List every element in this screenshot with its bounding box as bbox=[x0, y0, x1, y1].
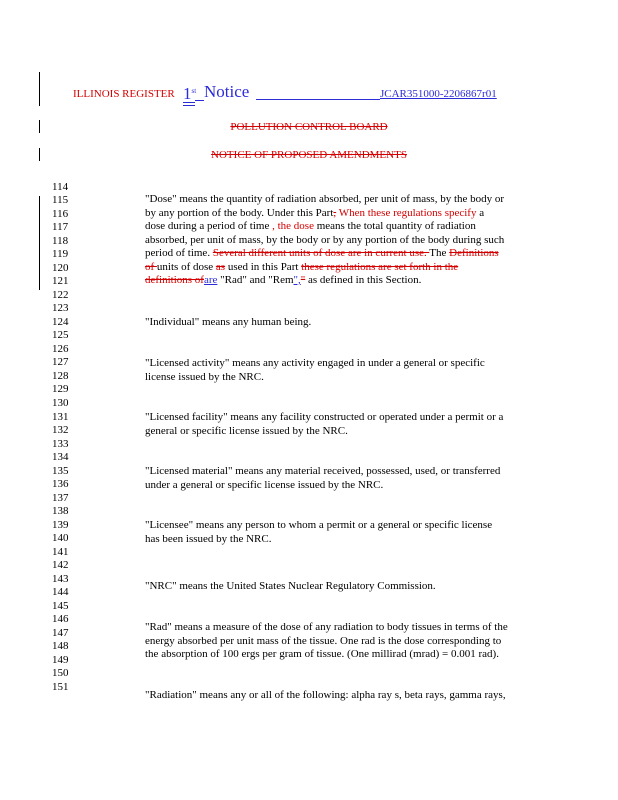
jcar-number: JCAR351000-2206867r01 bbox=[380, 88, 497, 100]
rad-line: energy absorbed per unit mass of the tissue. One rad is the dose corresponding to bbox=[145, 634, 502, 647]
line-number: 130 bbox=[52, 397, 69, 409]
line-number: 145 bbox=[52, 600, 69, 612]
licensed-activity-line: "Licensed activity" means any activity engaged in under a general or specific bbox=[145, 357, 485, 369]
licensed-facility-line: general or specific license issued by the NRC. bbox=[145, 424, 348, 437]
line-number: 146 bbox=[52, 613, 69, 625]
line-number: 123 bbox=[52, 302, 69, 314]
page-header bbox=[0, 84, 618, 108]
line-number: 147 bbox=[52, 627, 69, 639]
licensed-material-line: under a general or specific license issued by the NRC. bbox=[145, 478, 384, 491]
line-number: 120 bbox=[52, 262, 69, 274]
line-number: 136 bbox=[52, 478, 69, 490]
line-number: 133 bbox=[52, 438, 69, 450]
line-number: 127 bbox=[52, 356, 69, 368]
line-number: 116 bbox=[52, 208, 69, 220]
text-line: "Dose" means the quantity of radiation absorbed, per unit of mass, by the body or bbox=[145, 193, 505, 205]
licensed-facility-line: "Licensed facility" means any facility constructed or operated under a permit or a bbox=[145, 411, 504, 423]
line-number: 139 bbox=[52, 519, 69, 531]
licensee-line: "Licensee" means any person to whom a permit or a general or specific license bbox=[145, 519, 493, 531]
line-number: 126 bbox=[52, 343, 69, 355]
line-number: 115 bbox=[52, 194, 69, 206]
text-line: dose during a period of time , the dose means the total quantity of radiation bbox=[145, 220, 476, 232]
line-number: 149 bbox=[52, 654, 69, 666]
line-number: 117 bbox=[52, 221, 69, 233]
line-number: 114 bbox=[52, 181, 69, 193]
line-number: 137 bbox=[52, 492, 69, 504]
text-line: definitions ofare "Rad" and "Rem"," as defined in this Section. bbox=[145, 274, 422, 286]
line-number: 119 bbox=[52, 248, 69, 260]
line-number: 131 bbox=[52, 411, 69, 423]
line-number: 135 bbox=[52, 465, 69, 477]
line-number: 129 bbox=[52, 383, 69, 395]
line-number: 143 bbox=[52, 573, 69, 585]
notice-underline bbox=[256, 99, 380, 100]
rad-line: "Rad" means a measure of the dose of any radiation to body tissues in terms of the bbox=[145, 621, 508, 633]
line-number: 141 bbox=[52, 546, 69, 558]
line-number: 148 bbox=[52, 640, 69, 652]
line-number: 151 bbox=[52, 681, 69, 693]
line-number: 140 bbox=[52, 532, 69, 544]
line-number: 122 bbox=[52, 289, 69, 301]
text-line: of units of dose as used in this Part these regulations are set forth in the bbox=[145, 260, 459, 273]
line-number: 134 bbox=[52, 451, 69, 463]
radiation-line: "Radiation" means any or all of the following: alpha ray s, beta rays, gamma rays, bbox=[145, 689, 506, 701]
line-number: 125 bbox=[52, 329, 69, 341]
notice-title: NOTICE OF PROPOSED AMENDMENTS bbox=[211, 149, 407, 161]
rad-line: the absorption of 100 ergs per gram of tissue. (One millirad (mrad) = 0.001 rad). bbox=[145, 648, 499, 660]
licensed-activity-line: license issued by the NRC. bbox=[145, 370, 264, 383]
line-number: 142 bbox=[52, 559, 69, 571]
line-number: 118 bbox=[52, 235, 69, 247]
line-number: 150 bbox=[52, 667, 69, 679]
line-number: 132 bbox=[52, 424, 69, 436]
text-line: by any portion of the body. Under this Part, When these regulations specify a bbox=[145, 206, 485, 219]
board-title: POLLUTION CONTROL BOARD bbox=[230, 121, 388, 133]
individual-definition: "Individual" means any human being. bbox=[145, 316, 312, 328]
draft-underline bbox=[183, 102, 195, 103]
draft-underline bbox=[195, 100, 204, 101]
register-label: ILLINOIS REGISTER bbox=[73, 88, 175, 100]
line-number: 138 bbox=[52, 505, 69, 517]
licensee-line: has been issued by the NRC. bbox=[145, 532, 272, 545]
line-number: 128 bbox=[52, 370, 69, 382]
change-bar bbox=[39, 196, 40, 290]
nrc-definition: "NRC" means the United States Nuclear Regulatory Commission. bbox=[145, 580, 436, 592]
licensed-material-line: "Licensed material" means any material received, possessed, used, or transferred bbox=[145, 465, 501, 477]
draft-number: 1st bbox=[183, 84, 197, 103]
line-number: 144 bbox=[52, 586, 69, 598]
text-line: absorbed, per unit of mass, by the body or by any portion of the body during such bbox=[145, 233, 505, 246]
text-line: period of time. Several different units of dose are in current use. The Definitions bbox=[145, 247, 499, 259]
line-number: 124 bbox=[52, 316, 69, 328]
line-number: 121 bbox=[52, 275, 69, 287]
draft-underline bbox=[183, 105, 195, 106]
notice-label: Notice bbox=[204, 82, 250, 101]
